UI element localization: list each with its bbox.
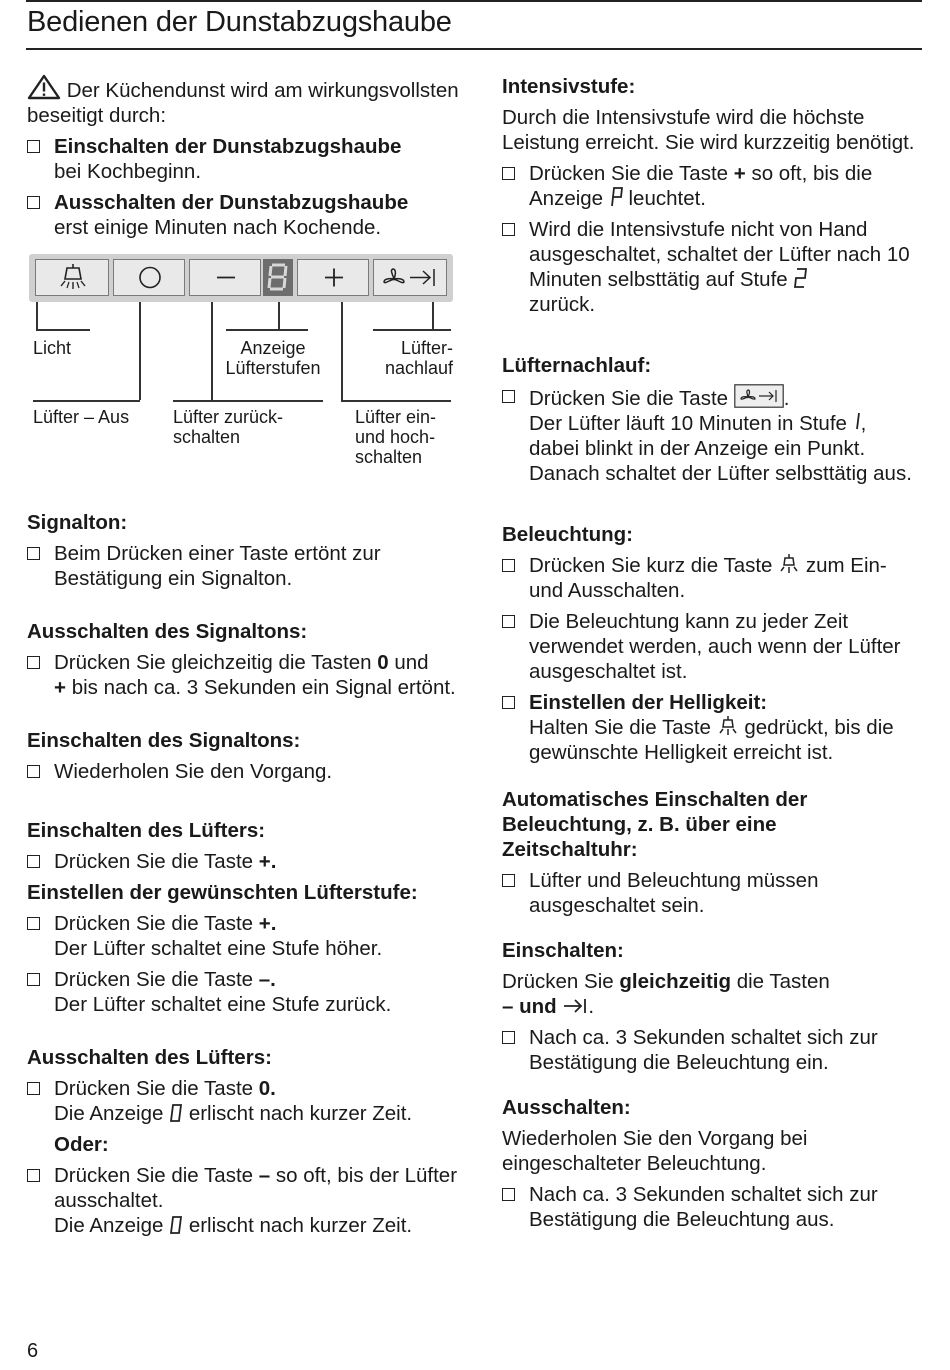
label-fan-down (173, 407, 283, 447)
key-zero: 0. (258, 1077, 276, 1100)
warning-icon (27, 74, 61, 100)
checkbox-bullet (502, 223, 515, 236)
text-run: Drücken Sie die Taste (529, 387, 729, 410)
text-run: Nach ca. 3 Sekunden schaltet sich zur Bestätigung die Beleuchtung aus. (529, 1183, 878, 1231)
key-minus: – (258, 1164, 271, 1187)
checkbox-bullet (502, 1031, 515, 1044)
checkbox-bullet (27, 140, 40, 153)
label-fan-up-line2: und hoch- (355, 427, 436, 447)
minus-icon (190, 260, 262, 295)
checkbox-bullet (27, 973, 40, 986)
heading-signalton: Signalton: (27, 511, 128, 534)
right-column (502, 74, 917, 1232)
label-fan-down-line1: Lüfter zurück- (173, 407, 284, 427)
checkbox-bullet (502, 559, 515, 572)
afterrun-key (373, 259, 447, 296)
label-afterrun-line2: nachlauf (384, 358, 453, 378)
plus-icon (298, 260, 370, 295)
intro-item-text: erst einige Minuten nach Kochende. (54, 216, 382, 239)
text-run: Der Lüfter schaltet eine Stufe höher. (54, 937, 383, 960)
text-run: Drücken Sie die Taste (529, 162, 729, 185)
heading-switch-off: Ausschalten: (502, 1096, 631, 1119)
text-run: Drücken Sie kurz die Taste (529, 554, 773, 577)
text-run: Drücken Sie die Taste (54, 1164, 254, 1187)
fan-off-item-1 (27, 1076, 467, 1126)
text-run: Der Lüfter läuft 10 Minuten in Stufe (529, 412, 847, 435)
intro-item-1 (27, 134, 467, 184)
intro-item-bold: Ausschalten der Dunstabzugshaube (54, 191, 409, 214)
lighting-item-2 (502, 609, 917, 684)
switch-on-paragraph (502, 969, 917, 1019)
intensive-item-1 (502, 161, 917, 211)
fan-on-item (27, 849, 467, 874)
heading-intensive: Intensivstufe: (502, 75, 636, 98)
heading-fan-on: Einschalten des Lüfters: (27, 819, 266, 842)
text-run: gedrückt, bis die gewünschte Helligkeit erreicht ist. (529, 716, 894, 764)
label-display-line1: Anzeige (240, 338, 306, 358)
text-run: Drücken Sie gleichzeitig die Tasten (54, 651, 372, 674)
key-plus: +. (258, 912, 277, 935)
label-afterrun-line1: Lüfter- (400, 338, 453, 358)
text-run: , dabei blinkt in der Anzeige ein Punkt. Danach schaltet der Lüfter selbsttätig aus. (529, 412, 912, 485)
fan-arrow-icon (374, 260, 448, 295)
minus-key (189, 259, 261, 296)
leader-off-h (33, 400, 140, 402)
label-display (223, 338, 323, 378)
fan-stage-item-1 (27, 911, 467, 961)
text-run: bis nach ca. 3 Sekunden ein Signal ertönt. (71, 676, 456, 699)
leader-light (36, 302, 38, 329)
intro-text: Der Küchendunst wird am wirkungsvollsten beseitigt durch: (27, 79, 459, 127)
label-light: Licht (33, 338, 72, 358)
auto-lighting-item (502, 868, 917, 918)
lighting-item-1 (502, 553, 917, 603)
text-run: . (588, 995, 595, 1018)
brightness-heading: Einstellen der Helligkeit: (529, 691, 768, 714)
text-run: Die Anzeige (54, 1102, 164, 1125)
label-fan-off: Lüfter – Aus (33, 407, 130, 427)
text-run: leuchtet. (628, 187, 706, 210)
fan-stage-item-2 (27, 967, 467, 1017)
text-run: zurück. (529, 293, 596, 316)
leader-plus-h (341, 400, 451, 402)
heading-signal-on: Einschalten des Signaltons: (27, 729, 301, 752)
lamp-icon (717, 715, 739, 737)
lighting-item-3 (502, 690, 917, 765)
text-run: Die Beleuchtung kann zu jeder Zeit verwendet werden, auch wenn der Lüfter ausgeschaltet ist. (529, 610, 901, 683)
text-run: so oft, bis die Anzeige (529, 162, 873, 210)
leader-minus (211, 302, 213, 400)
checkbox-bullet (502, 167, 515, 180)
text-run: Drücken Sie die Taste (54, 1077, 254, 1100)
leader-display (278, 302, 280, 329)
afterrun-key-icon (734, 384, 784, 408)
signal-off-item (27, 650, 467, 700)
leader-plus (341, 302, 343, 400)
display-two-icon (793, 267, 807, 289)
checkbox-bullet (27, 656, 40, 669)
text-run: Drücken Sie (502, 970, 614, 993)
intro-paragraph (27, 74, 467, 128)
checkbox-bullet (502, 696, 515, 709)
intensive-item-2 (502, 217, 917, 317)
heading-auto-lighting: Automatisches Einschalten der Beleuchtung, z. B. über eine Zeitschaltuhr: (502, 788, 808, 861)
intro-item-text: bei Kochbeginn. (54, 160, 202, 183)
heading-switch-on: Einschalten: (502, 939, 624, 962)
switch-off-item (502, 1182, 917, 1232)
text-run: und (394, 651, 429, 674)
label-fan-down-line2: schalten (173, 427, 241, 447)
key-minus: –. (258, 968, 276, 991)
display-zero-icon (169, 1103, 183, 1123)
key-plus: +. (258, 850, 277, 873)
text-run: Lüfter und Beleuchtung müssen ausgeschaltet sein. (529, 869, 819, 917)
text-run: . (783, 387, 790, 410)
text-run: Drücken Sie die Taste (54, 850, 254, 873)
text-run: zum Ein- und Ausschalten. (529, 554, 887, 602)
key-minus-and: – und (502, 995, 557, 1018)
page-title: Bedienen der Dunstabzugshaube (27, 6, 452, 38)
checkbox-bullet (27, 196, 40, 209)
text-run: so oft, bis der Lüfter ausschaltet. (54, 1164, 458, 1212)
leader-minus-h (173, 400, 323, 402)
label-display-line2: Lüfterstufen (225, 358, 321, 378)
checkbox-bullet (502, 874, 515, 887)
label-fan-up-line3: schalten (355, 447, 423, 467)
signalton-text: Beim Drücken einer Taste ertönt zur Bestätigung ein Signalton. (54, 542, 381, 590)
checkbox-bullet (502, 390, 515, 403)
heading-lighting: Beleuchtung: (502, 523, 633, 546)
plus-key (297, 259, 369, 296)
seven-segment-display-icon (263, 259, 293, 296)
display-one-icon (853, 411, 861, 433)
checkbox-bullet (27, 917, 40, 930)
leader-afterrun-h (373, 329, 451, 331)
checkbox-bullet (27, 855, 40, 868)
fan-stage-display (263, 259, 293, 296)
checkbox-bullet (502, 1188, 515, 1201)
signalton-item (27, 541, 467, 591)
signal-on-text: Wiederholen Sie den Vorgang. (54, 760, 333, 783)
leader-afterrun (432, 302, 434, 329)
title-rule (26, 48, 922, 50)
text-run: Nach ca. 3 Sekunden schaltet sich zur Bestätigung die Beleuchtung ein. (529, 1026, 878, 1074)
checkbox-bullet (502, 615, 515, 628)
intro-item-2 (27, 190, 467, 240)
circle-icon (114, 260, 186, 295)
fan-off-item-2 (27, 1163, 467, 1238)
signal-on-item (27, 759, 467, 784)
text-run: Die Anzeige (54, 1214, 164, 1237)
light-key (35, 259, 109, 296)
leader-off (139, 302, 141, 400)
control-panel-diagram (27, 254, 457, 504)
text-run: erlischt nach kurzer Zeit. (188, 1214, 413, 1237)
heading-signal-off: Ausschalten des Signaltons: (27, 620, 308, 643)
checkbox-bullet (27, 1169, 40, 1182)
intro-item-bold: Einschalten der Dunstabzugshaube (54, 135, 402, 158)
text-run: erlischt nach kurzer Zeit. (188, 1102, 413, 1125)
text-run: Drücken Sie die Taste (54, 912, 254, 935)
lamp-icon (36, 260, 110, 295)
text-run: Drücken Sie die Taste (54, 968, 254, 991)
lamp-icon (778, 553, 800, 575)
heading-afterrun: Lüfternachlauf: (502, 354, 652, 377)
emphasis: gleichzeitig (619, 970, 732, 993)
arrow-to-bar-icon (562, 996, 588, 1016)
checkbox-bullet (27, 765, 40, 778)
afterrun-item (502, 384, 917, 486)
label-afterrun (353, 338, 453, 378)
switch-on-item (502, 1025, 917, 1075)
label-fan-up (355, 407, 436, 467)
heading-fan-off: Ausschalten des Lüfters: (27, 1046, 272, 1069)
display-p-icon (609, 186, 623, 208)
label-fan-up-line1: Lüfter ein- (355, 407, 437, 427)
display-zero-icon (169, 1215, 183, 1235)
leader-display-h (226, 329, 308, 331)
key-zero: 0 (377, 651, 389, 674)
page-number: 6 (27, 1340, 39, 1362)
switch-off-paragraph: Wiederholen Sie den Vorgang bei eingeschalteter Beleuchtung. (502, 1127, 808, 1175)
text-run: Wird die Intensivstufe nicht von Hand ausgeschaltet, schaltet der Lüfter nach 10 Minuten selbsttätig auf Stufe (529, 218, 910, 291)
off-key (113, 259, 185, 296)
text-run: die Tasten (736, 970, 830, 993)
left-column (27, 74, 467, 1238)
oder-label: Oder: (54, 1133, 109, 1156)
key-plus: + (54, 676, 66, 699)
key-plus: + (733, 162, 746, 185)
leader-light-h (36, 329, 90, 331)
top-rule (26, 0, 922, 2)
checkbox-bullet (27, 547, 40, 560)
checkbox-bullet (27, 1082, 40, 1095)
text-run: Halten Sie die Taste (529, 716, 711, 739)
intensive-paragraph: Durch die Intensivstufe wird die höchste Leistung erreicht. Sie wird kurzzeitig benötigt. (502, 106, 915, 154)
text-run: Der Lüfter schaltet eine Stufe zurück. (54, 993, 392, 1016)
heading-fan-stage: Einstellen der gewünschten Lüfterstufe: (27, 881, 418, 904)
